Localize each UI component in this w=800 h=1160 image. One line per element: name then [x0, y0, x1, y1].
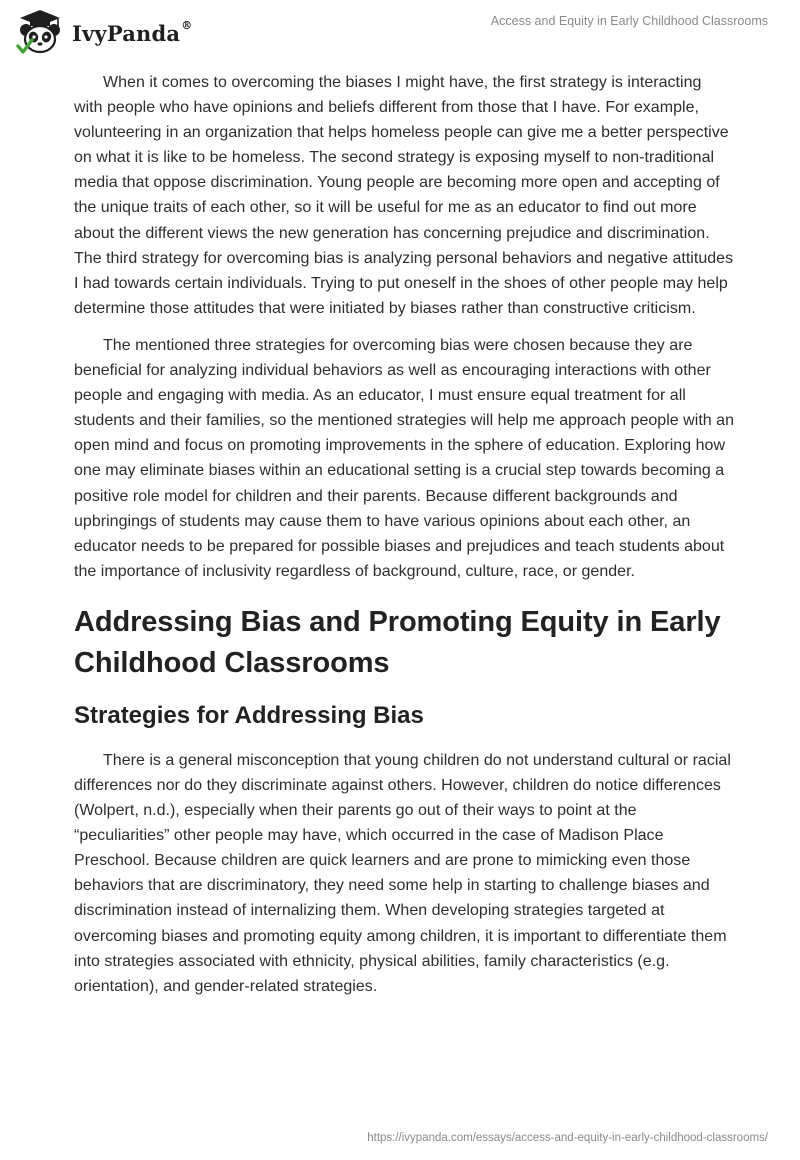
- section-heading: Addressing Bias and Promoting Equity in Early Childhood Classrooms: [74, 605, 721, 679]
- panda-graduate-icon: [14, 6, 66, 58]
- document-title: Access and Equity in Early Childhood Classrooms: [490, 14, 768, 28]
- essay-content: [74, 70, 734, 999]
- paragraph-overcoming-biases: When it comes to overcoming the biases I might have, the first strategy is interacting with people who have opinions and beliefs different from those that I have. For example, volunteering in an organization that helps homeless people can give me a better perspective on what it is like to be homeless. The second strategy is exposing myself to non-traditional media that oppose discrimination. Young people are becoming more open and accepting of the unique traits of each other, so it will be useful for me as an educator to find out more about the different views the new generation has concerning prejudice and discrimination. The third strategy for overcoming bias is analyzing personal behaviors and negative attitudes I had towards certain individuals. Trying to put oneself in the shoes of other people may help determine those attitudes that were initiated by biases rather than constructive criticism.: [74, 74, 734, 317]
- registered-mark: ®: [181, 18, 193, 32]
- page-header: [0, 0, 800, 60]
- logo-wordmark: IvyPanda®: [72, 18, 193, 46]
- paragraph-misconception: There is a general misconception that young children do not understand cultural or racial differences nor do they discriminate against others. However, children do notice differences (Wolpert, n.d.), especially when their parents go out of their ways to point at the “peculiarities” other people may have, which occurred in the case of Madison Place Preschool. Because children are quick learners and are prone to mimicking even those behaviors that are discriminatory, they need some help in starting to challenge biases and discrimination instead of internalizing them. When developing strategies targeted at overcoming biases and promoting equity among children, it is important to differentiate them into strategies associated with ethnicity, physical abilities, family characteristics (e.g. orientation), and gender-related strategies.: [74, 751, 731, 995]
- subsection-heading: Strategies for Addressing Bias: [74, 701, 424, 729]
- source-url[interactable]: https://ivypanda.com/essays/access-and-equity-in-early-childhood-classrooms/: [367, 1132, 768, 1144]
- paragraph-strategies-chosen: The mentioned three strategies for overcoming bias were chosen because they are beneficial for analyzing individual behaviors as well as encouraging interactions with other people and engaging with media. As an educator, I must ensure equal treatment for all students and their families, so the mentioned strategies will help me approach people with an open mind and focus on promoting improvements in the sphere of education. Exploring how one may eliminate biases within an educational setting is a crucial step towards becoming a positive role model for children and their parents. Because different backgrounds and upbringings of students may cause them to have various opinions about each other, an educator needs to be prepared for possible biases and prejudices and teach students about the importance of inclusivity regardless of background, culture, race, or gender.: [74, 336, 735, 580]
- ivypanda-logo[interactable]: [14, 6, 192, 58]
